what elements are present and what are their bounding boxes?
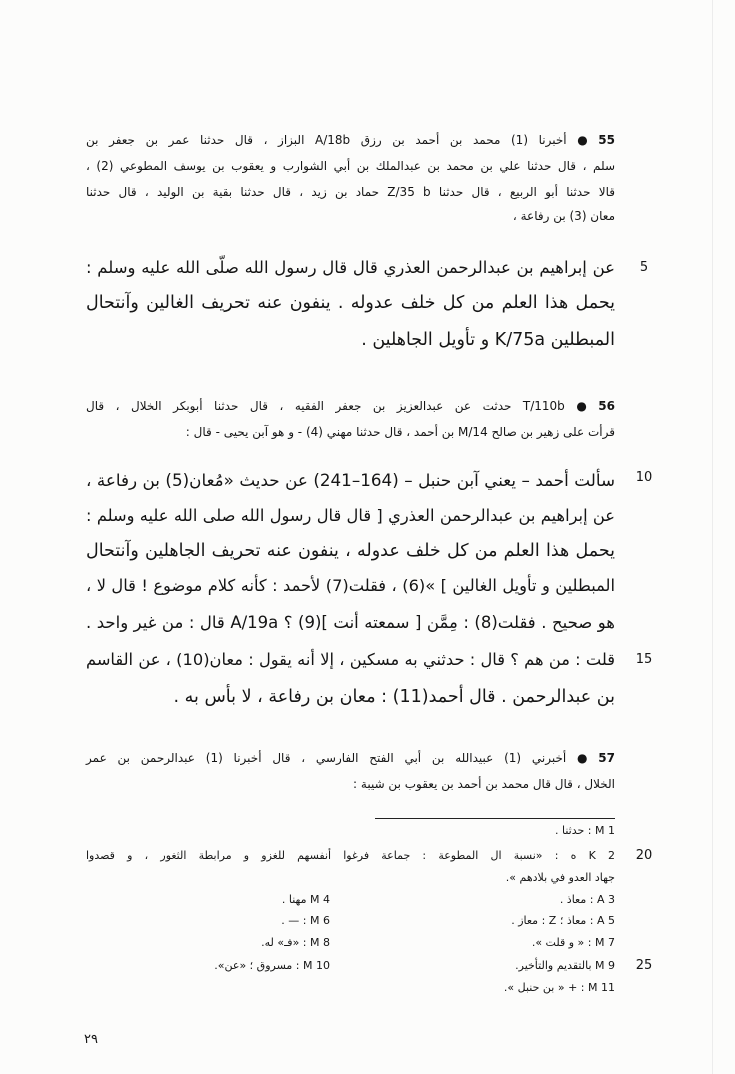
footnote-3	[390, 890, 615, 910]
footnote-text: 11 M : + « بن حنبل ».	[503, 981, 615, 994]
hadith-text: المبطلين K/75a و تأويل الجاهلين .	[361, 330, 615, 350]
footnote-separator	[375, 818, 615, 819]
isnad-text: أخبرنا (1) محمد بن أحمد بن رزق A/18b البزاز ، قال حدثنا عمر بن جعفر بن	[86, 133, 567, 147]
footnote-8	[130, 933, 330, 953]
entry-56-line-1	[85, 395, 615, 417]
hadith-text: يحمل هذا العلم من كل خلف عدوله ، ينفون عنه تحريف الجاهلين وآنتحال	[86, 541, 615, 561]
isnad-text: قالا حدثنا أبو الربيع ، قال حدثنا Z/35 b حماد بن زيد ، قال حدثنا بقية بن الوليد ، قال حدثنا	[85, 185, 615, 199]
entry-number-57: 57	[598, 751, 615, 765]
entry-56-line-2	[85, 421, 615, 443]
hadith-text: بن عبدالرحمن . قال أحمد(11) : معان بن رفاعة ، لا بأس به .	[173, 687, 615, 707]
footnote-text: 3 A : معاذ .	[559, 893, 615, 906]
footnote-10	[130, 956, 330, 976]
entry-55-line-4	[85, 205, 615, 227]
footnote-text: 6 M : — .	[281, 914, 330, 927]
footnote-7	[390, 933, 615, 953]
hadith-text: عن إبراهيم بن عبدالرحمن العذري [ قال قال رسول الله صلى الله عليه وسلم :	[86, 506, 615, 525]
hadith-2-line-2	[85, 501, 615, 531]
entry-57-line-2	[85, 773, 615, 795]
entry-bullet-icon: ●	[577, 751, 588, 765]
hadith-text: هو صحيح . فقلت(8) : مِمَّن [ سمعته أنت ](9) ؟ A/19a قال : من غير واحد .	[86, 613, 615, 632]
isnad-text: أخبرني (1) عبيدالله بن أبي الفتح الفارسي ، قال أخبرنا (1) عبدالرحمن بن عمر	[86, 751, 567, 765]
footnote-4	[130, 890, 330, 910]
footnote-text: جهاد العدو في بلادهم ».	[505, 871, 615, 884]
entry-number-55: 55	[598, 133, 615, 147]
entry-56-line-1-content	[86, 395, 615, 417]
footnote-9	[390, 956, 615, 976]
hadith-1-line-1	[85, 253, 615, 283]
isnad-text: T/110b حدثت عن عبدالعزيز بن جعفر الفقيه ، قال حدثنا أبوبكر الخلال ، قال	[86, 399, 565, 413]
isnad-text: معان (3) بن رفاعة ،	[512, 209, 615, 223]
hadith-2-line-5	[85, 608, 615, 638]
hadith-text: المبطلين و تأويل الغالين ] »(6) ، فقلت(7) لأحمد : كأنه كلام موضوع ! قال لا ،	[86, 576, 615, 595]
footnote-6	[130, 911, 330, 931]
entry-57-line-1	[85, 747, 615, 769]
entry-55-line-3	[85, 181, 615, 203]
entry-55-line-1-content	[86, 129, 615, 151]
footnote-2-line-2	[85, 868, 615, 888]
entry-55-line-1	[85, 129, 615, 151]
hadith-1-line-3	[85, 325, 615, 355]
footnote-2-line-1	[85, 846, 615, 866]
footnote-text: 4 M مهنا .	[281, 893, 330, 906]
entry-bullet-icon: ●	[577, 133, 588, 147]
footnote-11	[390, 978, 615, 998]
entry-number-56: 56	[598, 399, 615, 413]
hadith-2-line-7	[85, 682, 615, 712]
line-number-15: 15	[635, 652, 653, 667]
entry-55-line-2	[85, 155, 615, 177]
footnote-text: 2 K ه : «نسبة ال المطوعة : جماعة فرغوا أنفسهم للغزو و مرابطة الثغور ، و قصدوا	[86, 849, 615, 862]
entry-bullet-icon: ●	[576, 399, 587, 413]
hadith-1-line-2	[85, 288, 615, 318]
hadith-text: قلت : من هم ؟ قال : حدثني به مسكين ، إلا أنه يقول : معان(10) ، عن القاسم	[86, 650, 615, 669]
hadith-2-line-6	[85, 645, 615, 675]
footnote-text: 1 M : حدثنا .	[555, 824, 615, 837]
hadith-text: يحمل هذا العلم من كل خلف عدوله . ينفون عنه تحريف الغالين وآنتحال	[86, 293, 615, 313]
footnote-1	[85, 821, 615, 841]
hadith-text: سألت أحمد – يعني آبن حنبل – (164–241) عن حديث «مُعان(5) بن رفاعة ،	[86, 470, 615, 490]
hadith-text: عن إبراهيم بن عبدالرحمن العذري قال قال رسول الله صلّى الله عليه وسلم :	[86, 258, 615, 277]
footnote-text: 10 M : مسروق ؛ «عن».	[214, 959, 330, 972]
line-number-20: 20	[635, 848, 653, 863]
hadith-2-line-1	[85, 465, 615, 495]
isnad-text: الخلال ، قال قال محمد بن أحمد بن يعقوب بن شيبة :	[353, 777, 615, 791]
page-number: ٢٩	[84, 1032, 98, 1047]
isnad-text: قرأت على زهير بن صالح M/14 بن أحمد ، قال حدثنا مهني (4) - و هو آبن يحيى - قال :	[185, 425, 615, 439]
line-number-5: 5	[639, 260, 649, 275]
line-number-10: 10	[635, 470, 653, 485]
footnote-text: 8 M : «فـ» له.	[261, 936, 330, 949]
hadith-2-line-4	[85, 571, 615, 601]
isnad-text: سلم ، قال حدثنا علي بن محمد بن عبدالملك بن أبي الشوارب و يعقوب بن يوسف المطوعي (2) ،	[86, 159, 615, 173]
entry-57-line-1-content	[86, 747, 615, 769]
line-number-25: 25	[635, 958, 653, 973]
footnote-text: 7 M : « و قلت ».	[531, 936, 615, 949]
hadith-2-line-3	[85, 536, 615, 566]
footnote-text: 9 M بالتقديم والتأخير.	[515, 959, 615, 972]
scan-edge-line	[712, 0, 713, 1074]
footnote-text: 5 A : معاذ ؛ Z : معاز .	[511, 914, 615, 927]
footnote-5	[390, 911, 615, 931]
